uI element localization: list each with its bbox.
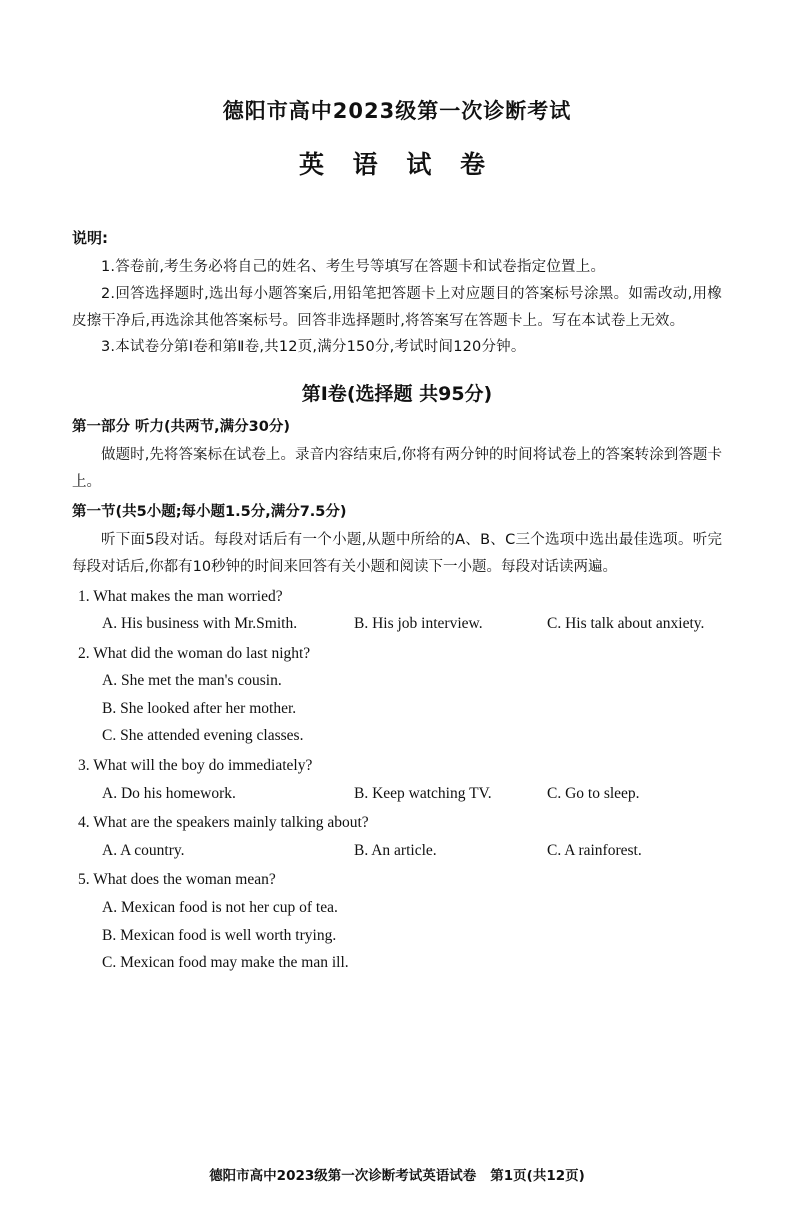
- part-one-instruction: 做题时,先将答案标在试卷上。录音内容结束后,你将有两分钟的时间将试卷上的答案转涂到答题卡上。: [72, 446, 722, 490]
- option-c[interactable]: C. A rainforest.: [547, 841, 642, 859]
- question-options: [72, 894, 722, 977]
- question-options: [72, 837, 722, 865]
- option-b[interactable]: B. His job interview.: [354, 615, 483, 633]
- option-a[interactable]: A. Do his homework.: [102, 784, 236, 802]
- option-c[interactable]: C. Mexican food may make the man ill.: [102, 954, 349, 972]
- option-b[interactable]: B. She looked after her mother.: [102, 699, 297, 717]
- part-one-heading: 第一部分 听力(共两节,满分30分): [72, 419, 290, 436]
- option-a[interactable]: A. Mexican food is not her cup of tea.: [102, 898, 338, 916]
- question-options: [72, 610, 722, 638]
- option-b[interactable]: B. Keep watching TV.: [354, 784, 492, 802]
- paper-section-title: [72, 379, 722, 406]
- question-text: What makes the man worried?: [93, 587, 283, 605]
- question-options: [72, 780, 722, 808]
- question-text: What will the boy do immediately?: [93, 757, 313, 775]
- notice-item-3: 3.本试卷分第Ⅰ卷和第Ⅱ卷,共12页,满分150分,考试时间120分钟。: [101, 339, 526, 356]
- page-footer: [0, 1164, 794, 1184]
- question-stem: [72, 866, 722, 894]
- footer-page-number: 第1页(共12页): [490, 1168, 585, 1184]
- notice-item-2: 2.回答选择题时,选出每小题答案后,用铅笔把答题卡上对应题目的答案标号涂黑。如需改动,用橡皮擦干净后,再选涂其他答案标号。回答非选择题时,将答案写在答题卡上。写在本试卷上无效。: [72, 285, 722, 329]
- question-number: 5.: [78, 871, 90, 889]
- page-title: 德阳市高中2023级第一次诊断考试: [222, 99, 572, 123]
- paper-section-label: 第Ⅰ卷: [301, 383, 347, 406]
- question-stem: [72, 809, 722, 837]
- question-number: 2.: [78, 644, 90, 662]
- option-b[interactable]: B. Mexican food is well worth trying.: [102, 926, 337, 944]
- notice-label: 说明:: [72, 229, 108, 247]
- paper-section-detail: (选择题 共95分): [346, 383, 493, 406]
- question-number: 3.: [78, 757, 90, 775]
- option-c[interactable]: C. Go to sleep.: [547, 784, 640, 802]
- notice-item-1: 1.答卷前,考生务必将自己的姓名、考生号等填写在答题卡和试卷指定位置上。: [101, 259, 606, 275]
- option-a[interactable]: A. She met the man's cousin.: [102, 672, 282, 690]
- question-number: 4.: [78, 814, 90, 832]
- question-number: 1.: [78, 587, 90, 605]
- question-stem: [72, 752, 722, 780]
- option-c[interactable]: C. She attended evening classes.: [102, 727, 304, 745]
- page-subtitle: 英 语 试 卷: [298, 150, 496, 179]
- footer-title: 德阳市高中2023级第一次诊断考试英语试卷: [209, 1168, 477, 1184]
- question-stem: [72, 640, 722, 668]
- option-a[interactable]: A. A country.: [102, 841, 185, 859]
- option-a[interactable]: A. His business with Mr.Smith.: [102, 615, 298, 633]
- question-stem: [72, 583, 722, 611]
- part-one-subsection-heading: 第一节(共5小题;每小题1.5分,满分7.5分): [72, 504, 347, 521]
- part-one-subsection-instruction: 听下面5段对话。每段对话后有一个小题,从题中所给的A、B、C三个选项中选出最佳选项。听完每段对话后,你都有10秒钟的时间来回答有关小题和阅读下一小题。每段对话读两遍。: [72, 531, 722, 575]
- question-text: What does the woman mean?: [93, 871, 276, 889]
- exam-paper-page: [0, 95, 794, 1218]
- option-b[interactable]: B. An article.: [354, 841, 437, 859]
- question-options: [72, 667, 722, 750]
- question-text: What did the woman do last night?: [93, 644, 311, 662]
- question-text: What are the speakers mainly talking about?: [93, 814, 369, 832]
- option-c[interactable]: C. His talk about anxiety.: [547, 615, 705, 633]
